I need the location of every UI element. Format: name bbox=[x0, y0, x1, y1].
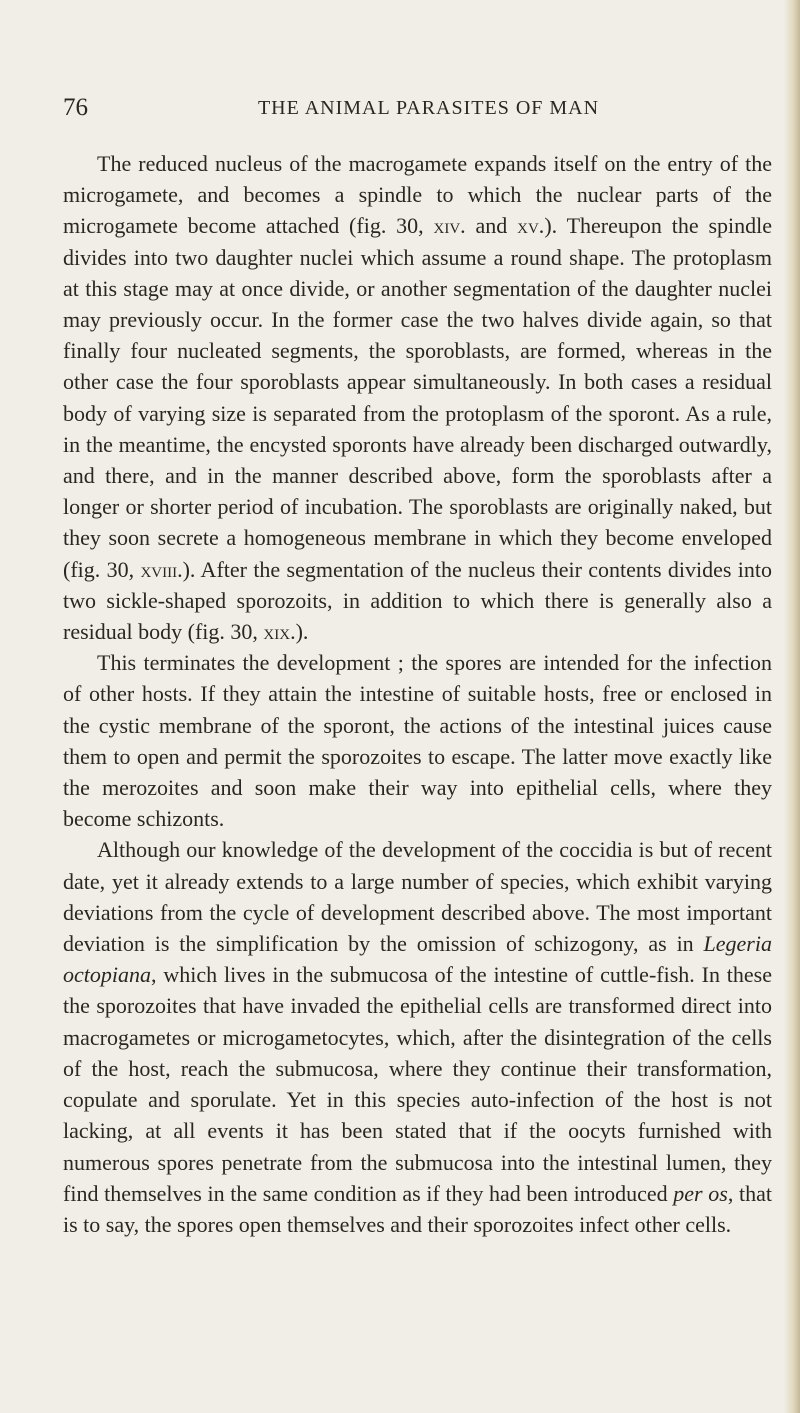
text-run: , that is to say, the spores open themselves and their sporozoites infect other cells. bbox=[63, 1180, 772, 1237]
text-run: and bbox=[465, 213, 518, 239]
text-run: The reduced nucleus of the macrogamete expands itself on the entry of the microgamete, and becomes a spindle to which the nuclear parts of the microgamete become attached (fig. 30, bbox=[63, 151, 772, 239]
paragraph bbox=[63, 647, 772, 834]
text-run: This terminates the development ; the spores are intended for the infection of other hosts. If they attain the intestine of suitable hosts, free or enclosed in the cystic membrane of the sporont, the actions of the intestinal juices cause them to open and permit the sporozoites to escape. The latter move exactly like the merozoites and soon make their way into epithelial cells, where they become schizonts. bbox=[63, 650, 772, 832]
running-title: THE ANIMAL PARASITES OF MAN bbox=[257, 97, 600, 119]
paragraph bbox=[63, 834, 772, 1240]
page-edge-shadow bbox=[784, 0, 800, 1413]
text-run: Although our knowledge of the development of the coccidia is but of recent date, yet it already extends to a large number of species, which exhibit varying deviations from the cycle of development described above. The most important deviation is the simplification by the omission of schizogony, as in bbox=[63, 837, 772, 957]
paragraph bbox=[63, 148, 772, 647]
page-header bbox=[63, 90, 763, 126]
text-run: ). After the segmentation of the nucleus their contents divides into two sickle-shaped sporozoits, in addition to which there is generally also a residual body (fig. 30, bbox=[63, 556, 773, 645]
italic-text: Legeria octopiana bbox=[63, 931, 772, 988]
figure-reference: xviii. bbox=[140, 556, 183, 582]
figure-reference: xv. bbox=[517, 213, 545, 239]
figure-reference: xiv. bbox=[433, 213, 466, 239]
italic-text: per os bbox=[673, 1180, 728, 1206]
figure-reference: xix. bbox=[263, 619, 296, 645]
text-run: , which lives in the submucosa of the intestine of cuttle-fish. In these the sporozoites that have invaded the epithelial cells are transformed direct into macrogametes or microgametocytes, which, after the disintegration of the cells of the host, reach the submucosa, where they continue their transformation, copulate and sporulate. Yet in this species auto-infection of the host is not lacking, at all events it has been stated that if the oocyts furnished with numerous spores penetrate from the submucosa into the intestinal lumen, they find themselves in the same condition as if they had been introduced bbox=[63, 962, 772, 1206]
page-number: 76 bbox=[63, 94, 88, 121]
body-text bbox=[63, 148, 772, 1240]
text-run: ). bbox=[295, 619, 309, 645]
text-run: ). Thereupon the spindle divides into two daughter nuclei which assume a round shape. The protoplasm at this stage may at once divide, or another segmentation of the daughter nuclei may previously occur. In the former case the two halves divide again, so that finally four nucleated segments, the sporoblasts, are formed, whereas in the other case the four sporoblasts appear simultaneously. In both cases a residual body of varying size is separated from the protoplasm of the sporont. As a rule, in the meantime, the encysted sporonts have already been discharged outwardly, and there, and in the manner described above, form the sporoblasts after a longer or shorter period of incubation. The sporoblasts are originally naked, but they soon secrete a homogeneous membrane in which they become enveloped (fig. 30, bbox=[63, 213, 772, 582]
